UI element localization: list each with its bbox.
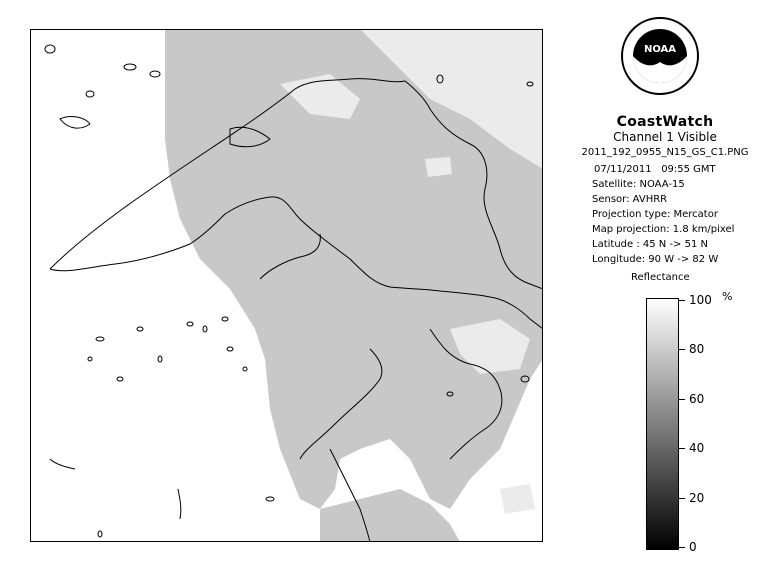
file-name: 2011_192_0955_N15_GS_C1.PNG: [581, 147, 749, 158]
scale-tick-label: 40: [689, 441, 705, 456]
scale-tick-mark: [679, 399, 685, 400]
scale-tick-label: 80: [689, 342, 705, 357]
noaa-logo-icon: [620, 16, 700, 96]
scale-tick-label: 60: [689, 391, 705, 406]
svg-text:NOAA: NOAA: [643, 44, 677, 55]
scale-tick-label: 100: [689, 293, 712, 307]
scale-tick-mark: [679, 498, 685, 499]
scale-tick-mark: [679, 547, 685, 548]
channel-label: Channel 1 Visible: [613, 130, 717, 144]
sensor-info: Sensor: AVHRR: [592, 194, 668, 205]
scale-tick-mark: [679, 448, 685, 449]
satellite-info: Satellite: NOAA-15: [592, 179, 685, 190]
map-projection: Map projection: 1.8 km/pixel: [592, 224, 735, 235]
scale-unit: %: [722, 290, 733, 303]
reflectance-colorbar: [646, 298, 679, 550]
longitude-range: Longitude: 90 W -> 82 W: [592, 254, 719, 265]
scale-tick-mark: [679, 349, 685, 350]
scale-tick-label: 0: [689, 540, 697, 554]
time-value: 09:55 GMT: [661, 164, 716, 175]
date-time: [594, 164, 716, 175]
projection-type: Projection type: Mercator: [592, 209, 718, 220]
map-title: CoastWatch: [616, 114, 714, 130]
scale-tick-mark: [679, 300, 685, 301]
scale-title: Reflectance: [631, 272, 690, 283]
scale-tick-label: 20: [689, 490, 705, 505]
map-image: [30, 29, 543, 542]
date-value: 07/11/2011: [594, 164, 652, 175]
satellite-map: [30, 29, 543, 542]
latitude-range: Latitude : 45 N -> 51 N: [592, 239, 708, 250]
noaa-logo: [620, 16, 700, 96]
